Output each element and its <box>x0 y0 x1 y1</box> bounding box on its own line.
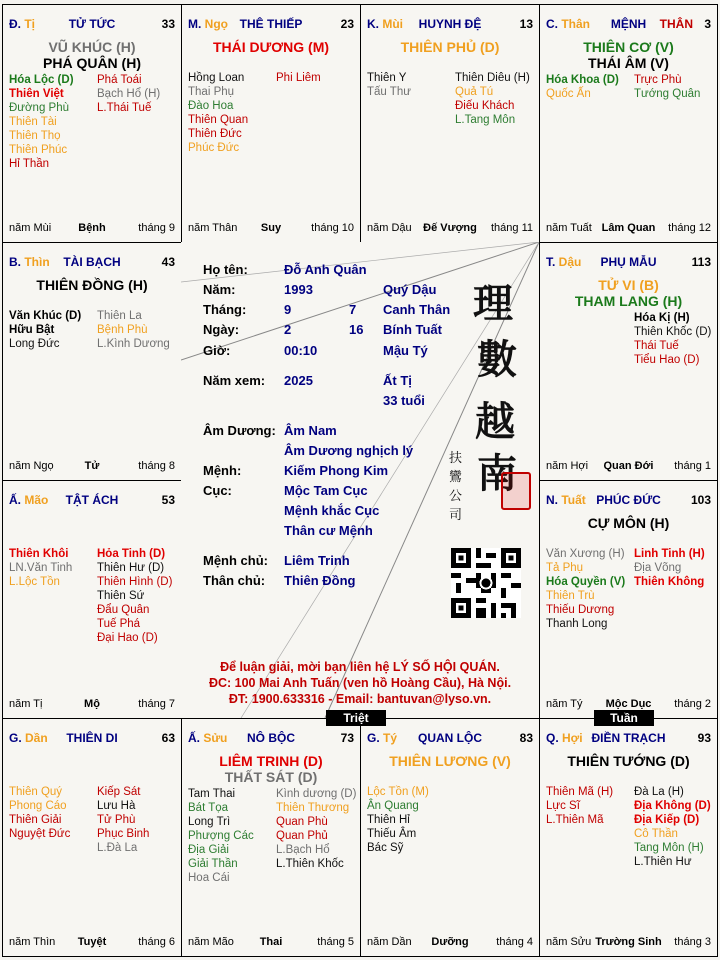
minor-star: Thiên Diêu (H) <box>455 72 530 84</box>
palace-can: N. <box>546 493 562 507</box>
palace-name: TẬT ÁCH <box>65 493 119 507</box>
minor-star: Quả Tú <box>455 86 494 98</box>
minor-star: Thiên Thọ <box>9 130 61 142</box>
minor-star: Quốc Ấn <box>546 88 591 100</box>
minor-star: Trực Phù <box>634 74 682 86</box>
palace-footer <box>546 460 711 474</box>
minor-star: Long Trì <box>188 816 231 828</box>
minor-star: Thiên Quan <box>188 114 249 126</box>
small-cal-2: 鸞 <box>449 470 463 485</box>
life-stage: Bệnh <box>78 222 106 234</box>
palace-can: C. <box>546 17 562 31</box>
minor-star: Long Đức <box>9 338 60 350</box>
palace-can: K. <box>367 17 383 31</box>
minor-star: Thiếu Dương <box>546 604 615 616</box>
than-chu-value: Thiên Đồng <box>284 573 356 588</box>
minor-star: Giải Thần <box>188 858 238 870</box>
palace-chi: Thìn <box>24 255 50 269</box>
minor-star: Nguyệt Đức <box>9 828 71 840</box>
minor-star: L.Thiên Hư <box>634 856 692 868</box>
main-star: THIÊN CƠ (V) <box>583 39 674 55</box>
minor-star: Lực Sĩ <box>546 800 580 812</box>
palace-header <box>367 731 533 747</box>
palace-age: 63 <box>161 731 175 745</box>
minor-stars-right <box>276 787 356 871</box>
palace-header <box>9 493 175 509</box>
minor-star: Bệnh Phù <box>97 324 148 336</box>
main-star: THIÊN ĐỒNG (H) <box>36 277 148 293</box>
limit-month: tháng 12 <box>668 222 711 234</box>
palace-name: QUAN LỘC <box>418 731 482 745</box>
minor-star: Đào Hoa <box>188 100 234 112</box>
main-star: THÁI ÂM (V) <box>588 55 669 71</box>
minor-star: Hóa Kị (H) <box>634 312 690 324</box>
main-star: VŨ KHÚC (H) <box>48 39 136 55</box>
minor-stars-left <box>9 309 81 351</box>
palace-chi: Hợi <box>562 731 583 745</box>
minor-star: Thiên Quý <box>9 786 63 798</box>
am-duong-value: Âm Nam <box>284 423 337 438</box>
triet-marker: Triệt <box>326 710 386 726</box>
minor-star: Thiếu Âm <box>367 828 417 840</box>
palace-can: B. <box>9 255 25 269</box>
minor-star: Thiên Hình (D) <box>97 576 173 588</box>
palace-can: Ấ. <box>9 493 25 507</box>
palace-name: PHÚC ĐỨC <box>596 493 661 507</box>
minor-star: L.Thiên Khốc <box>276 858 344 870</box>
palace-tuat <box>539 480 718 719</box>
minor-star: Tướng Quân <box>634 88 701 100</box>
minor-star: Phong Cáo <box>9 800 67 812</box>
palace-header <box>9 731 175 747</box>
than-chu-label: Thân chủ: <box>203 573 266 588</box>
palace-can: Ấ. <box>188 731 204 745</box>
limit-month: tháng 8 <box>138 460 175 472</box>
life-stage: Quan Đới <box>603 460 654 472</box>
minor-star: Hoa Cái <box>188 872 230 884</box>
minor-star: Thanh Long <box>546 618 608 630</box>
minor-stars-left <box>367 785 429 855</box>
limit-year: năm Dần <box>367 936 412 948</box>
palace-age: 33 <box>161 17 175 31</box>
minor-star: Thiên Giải <box>9 814 62 826</box>
minor-star: L.Kình Dương <box>97 338 170 350</box>
limit-year: năm Ngọ <box>9 460 54 472</box>
palace-age: 83 <box>519 731 533 745</box>
palace-than <box>539 4 718 243</box>
minor-stars-left <box>546 73 619 101</box>
minor-star: Kình dương (D) <box>276 788 357 800</box>
palace-footer <box>546 936 711 950</box>
palace-name: TÀI BẠCH <box>63 255 121 269</box>
minor-stars-right <box>97 547 172 645</box>
minor-stars-left <box>9 785 70 841</box>
minor-star: Hồng Loan <box>188 72 245 84</box>
main-star: THIÊN TƯỚNG (D) <box>567 753 690 769</box>
palace-header <box>188 17 354 33</box>
palace-chi: Ngọ <box>204 17 228 31</box>
main-star: THIÊN PHỦ (D) <box>400 39 500 55</box>
palace-thin <box>2 242 182 481</box>
limit-month: tháng 9 <box>138 222 175 234</box>
small-cal-3: 公 <box>449 489 463 504</box>
minor-star: Phúc Đức <box>188 142 240 154</box>
palace-age: 113 <box>691 255 711 269</box>
year-canchi: Quý Dậu <box>383 282 437 297</box>
minor-star: Hóa Quyền (V) <box>546 576 626 588</box>
limit-year: năm Hợi <box>546 460 589 472</box>
minor-star: Linh Tinh (H) <box>634 548 705 560</box>
menh-chu-value: Liêm Trinh <box>284 553 350 568</box>
limit-year: năm Dậu <box>367 222 412 234</box>
limit-month: tháng 4 <box>496 936 533 948</box>
minor-star: L.Tang Môn <box>455 114 516 126</box>
palace-ti <box>2 4 182 243</box>
day-canchi: Bính Tuất <box>383 322 442 337</box>
minor-star: Thai Phụ <box>188 86 235 98</box>
day-lunar: 16 <box>349 322 364 337</box>
minor-star: Quan Phù <box>276 816 328 828</box>
view-year-canchi: Ất Tị <box>383 373 412 388</box>
minor-star: Điếu Khách <box>455 100 515 112</box>
palace-chi: Dậu <box>558 255 582 269</box>
limit-month: tháng 7 <box>138 698 175 710</box>
minor-star: Đại Hao (D) <box>97 632 158 644</box>
palace-chi: Mão <box>24 493 49 507</box>
minor-star: Tử Phù <box>97 814 136 826</box>
minor-star: Địa Không (D) <box>634 800 711 812</box>
limit-year: năm Mão <box>188 936 234 948</box>
minor-star: Đà La (H) <box>634 786 684 798</box>
main-star: THIÊN LƯƠNG (V) <box>389 753 511 769</box>
minor-star: Bát Tọa <box>188 802 229 814</box>
minor-star: Thiên Khốc (D) <box>634 326 712 338</box>
palace-can: G. <box>9 731 26 745</box>
calligraphy-char-1: 理 <box>473 280 513 327</box>
main-star: PHÁ QUÂN (H) <box>43 55 141 71</box>
minor-star: Hỏa Tinh (D) <box>97 548 166 560</box>
minor-star: Tang Môn (H) <box>634 842 704 854</box>
palace-ngo <box>181 4 361 243</box>
palace-chi: Mùi <box>382 17 404 31</box>
palace-dau <box>539 242 718 481</box>
main-star: LIÊM TRINH (D) <box>219 753 323 769</box>
minor-stars-left <box>9 73 74 171</box>
minor-star: Hữu Bật <box>9 324 55 336</box>
palace-header <box>188 731 354 747</box>
year-value: 1993 <box>284 282 313 297</box>
minor-star: Tiểu Hao (D) <box>634 354 700 366</box>
palace-name: PHỤ MẪU <box>600 255 657 269</box>
cuc-label: Cục: <box>203 483 232 498</box>
minor-star: Thiên Hư (D) <box>97 562 165 574</box>
palace-name: MỆNH <box>610 17 647 31</box>
minor-star: Bạch Hổ (H) <box>97 88 161 100</box>
name-value: Đỗ Anh Quân <box>284 262 367 277</box>
minor-stars-right <box>634 785 711 869</box>
hour-value: 00:10 <box>284 343 318 358</box>
contact-phone-email: ĐT: 1900.633316 - Email: bantuvan@lyso.vn. <box>228 692 492 706</box>
palace-age: 43 <box>161 255 175 269</box>
minor-star: Hóa Lộc (D) <box>9 74 74 86</box>
palace-mui <box>360 4 540 243</box>
minor-star: Thiên Hỉ <box>367 814 410 826</box>
limit-year: năm Thân <box>188 222 238 234</box>
palace-mao <box>2 480 182 719</box>
palace-age: 103 <box>690 493 711 507</box>
minor-star: Thiên Thương <box>276 802 350 814</box>
life-stage: Lâm Quan <box>601 222 656 234</box>
than-cu: Thân cư Mệnh <box>284 523 373 538</box>
limit-year: năm Sửu <box>546 936 592 948</box>
minor-stars-right <box>634 311 711 367</box>
limit-year: năm Mùi <box>9 222 52 234</box>
palace-chi: Dần <box>25 731 48 745</box>
main-star: THAM LANG (H) <box>574 293 683 309</box>
menh-label: Mệnh: <box>203 463 242 478</box>
day-value: 2 <box>284 322 292 337</box>
minor-star: Tấu Thư <box>367 86 411 98</box>
palace-can: G. <box>367 731 384 745</box>
minor-stars-right <box>634 547 705 589</box>
limit-month: tháng 2 <box>674 698 711 710</box>
palace-name: THIÊN DI <box>66 731 118 745</box>
life-stage: Tuyệt <box>77 936 107 948</box>
calligraphy-char-4: 南 <box>477 450 517 497</box>
minor-stars-left <box>546 547 625 631</box>
palace-can: Đ. <box>9 17 25 31</box>
menh-chu-label: Mệnh chủ: <box>203 553 268 568</box>
seal-stamp <box>501 472 531 510</box>
minor-star: L.Lộc Tồn <box>9 576 60 588</box>
month-value: 9 <box>284 302 292 317</box>
main-star: THẤT SÁT (D) <box>224 769 318 785</box>
palace-header <box>546 731 711 747</box>
minor-star: L.Thiên Mã <box>546 814 604 826</box>
minor-stars-right <box>455 71 530 127</box>
palace-dan <box>2 718 182 957</box>
palace-age: 93 <box>697 731 711 745</box>
minor-star: Thiên La <box>97 310 142 322</box>
limit-month: tháng 5 <box>317 936 354 948</box>
limit-year: năm Tý <box>546 698 583 710</box>
palace-header <box>546 17 711 33</box>
palace-footer <box>546 222 711 236</box>
minor-star: Tam Thai <box>188 788 236 800</box>
minor-star: Thái Tuế <box>634 340 679 352</box>
minor-star: Lộc Tồn (M) <box>367 786 429 798</box>
palace-can: Q. <box>546 731 563 745</box>
life-stage: Trường Sinh <box>595 936 662 948</box>
minor-star: L.Thái Tuế <box>97 102 152 114</box>
limit-month: tháng 1 <box>674 460 711 472</box>
minor-star: Thiên Khôi <box>9 548 69 560</box>
palace-age: 3 <box>704 17 711 31</box>
minor-star: Địa Kiếp (D) <box>634 814 700 826</box>
calligraphy-char-2: 數 <box>477 336 517 383</box>
palace-header <box>367 17 533 33</box>
palace-footer <box>188 222 354 236</box>
life-stage: Mộc Dục <box>605 698 652 710</box>
minor-star: Thiên Việt <box>9 88 64 100</box>
minor-star: Thiên Mã (H) <box>546 786 614 798</box>
hour-canchi: Mậu Tý <box>383 343 428 358</box>
year-label: Năm: <box>203 282 236 297</box>
minor-stars-left <box>367 71 411 99</box>
month-canchi: Canh Thân <box>383 302 451 317</box>
minor-star: Hỉ Thần <box>9 158 50 170</box>
palace-chi: Tuất <box>561 493 586 507</box>
minor-star: Phục Binh <box>97 828 150 840</box>
minor-star: Ân Quang <box>367 800 419 812</box>
main-star: TỬ VI (B) <box>598 277 659 293</box>
palace-name: NÔ BỘC <box>247 731 295 745</box>
tuan-marker: Tuần <box>594 710 654 726</box>
contact-line-1: Để luận giải, mời bạn liên hệ LÝ SỐ HỘI QUÁN. <box>220 660 500 674</box>
palace-can: T. <box>546 255 559 269</box>
palace-name: ĐIỀN TRẠCH <box>591 731 666 745</box>
limit-month: tháng 11 <box>490 222 533 234</box>
minor-star: Thiên Sứ <box>97 590 145 602</box>
limit-year: năm Tị <box>9 698 43 710</box>
palace-footer <box>9 460 175 474</box>
life-stage: Tử <box>84 460 100 472</box>
minor-stars-left <box>188 787 254 885</box>
contact-address: ĐC: 100 Mai Anh Tuấn (ven hồ Hoàng Cầu), Hà Nội. <box>208 676 512 690</box>
palace-chi: Tị <box>24 17 36 31</box>
minor-star: Lưu Hà <box>97 800 136 812</box>
calligraphy-char-3: 越 <box>475 398 515 445</box>
minor-star: L.Bạch Hổ <box>276 844 330 856</box>
palace-age: 23 <box>340 17 354 31</box>
palace-header <box>546 493 711 509</box>
limit-year: năm Tuất <box>546 222 592 234</box>
minor-star: Cô Thần <box>634 828 678 840</box>
life-stage: Dưỡng <box>431 936 469 948</box>
palace-age: 73 <box>340 731 354 745</box>
small-cal-1: 扶 <box>449 451 463 466</box>
limit-month: tháng 6 <box>138 936 175 948</box>
minor-star: Thiên Tài <box>9 116 57 128</box>
minor-stars-right <box>97 73 160 115</box>
palace-footer <box>367 222 533 236</box>
minor-star: LN.Văn Tinh <box>9 562 73 574</box>
minor-stars-left <box>546 785 613 827</box>
am-duong-relation: Âm Dương nghịch lý <box>284 443 414 458</box>
limit-month: tháng 10 <box>311 222 354 234</box>
palace-suu <box>181 718 361 957</box>
minor-star: Thiên Phúc <box>9 144 68 156</box>
minor-stars-left <box>9 547 72 589</box>
limit-year: năm Thìn <box>9 936 56 948</box>
minor-stars-right <box>634 73 700 101</box>
minor-stars-right <box>97 309 170 351</box>
life-stage: Mộ <box>84 698 100 710</box>
minor-star: Tả Phụ <box>546 562 584 574</box>
month-label: Tháng: <box>203 302 247 317</box>
minor-star: Văn Khúc (D) <box>9 310 82 322</box>
menh-value: Kiếm Phong Kim <box>284 463 389 478</box>
palace-chi: Sửu <box>203 731 228 745</box>
palace-footer <box>9 222 175 236</box>
cuc-value: Mộc Tam Cục <box>284 483 368 498</box>
view-year-label: Năm xem: <box>203 373 266 388</box>
life-stage: Suy <box>260 222 282 234</box>
palace-hoi <box>539 718 718 957</box>
minor-star: Kiếp Sát <box>97 786 141 798</box>
name-label: Họ tên: <box>203 262 248 277</box>
palace-name: TỬ TỨC <box>68 17 116 31</box>
than-marker: THÂN <box>659 17 693 31</box>
minor-star: Phá Toái <box>97 74 142 86</box>
palace-age: 13 <box>519 17 533 31</box>
minor-star: Văn Xương (H) <box>546 548 625 560</box>
main-star: THÁI DƯƠNG (M) <box>212 39 330 55</box>
small-cal-4: 司 <box>449 508 463 523</box>
view-year-value: 2025 <box>284 373 313 388</box>
month-lunar: 7 <box>349 302 357 317</box>
main-star: CỰ MÔN (H) <box>587 515 670 531</box>
am-duong-label: Âm Dương: <box>203 423 276 438</box>
limit-month: tháng 3 <box>674 936 711 948</box>
palace-header <box>546 255 711 271</box>
palace-footer <box>367 936 533 950</box>
minor-star: Bác Sỹ <box>367 842 404 854</box>
center-info-panel <box>181 242 539 718</box>
minor-star: Tuế Phá <box>97 618 141 630</box>
minor-star: Địa Giải <box>188 844 229 856</box>
palace-name: THÊ THIẾP <box>239 17 303 31</box>
minor-star: Thiên Y <box>367 72 407 84</box>
palace-header <box>9 17 175 33</box>
palace-footer <box>188 936 354 950</box>
minor-star: Hóa Khoa (D) <box>546 74 619 86</box>
palace-chi: Thân <box>561 17 591 31</box>
minor-star: Phượng Các <box>188 830 254 842</box>
minor-star: Thiên Trù <box>546 590 595 602</box>
minor-star: Phi Liêm <box>276 72 321 84</box>
minor-star: Thiên Đức <box>188 128 242 140</box>
palace-name: HUYNH ĐỆ <box>418 17 482 31</box>
minor-stars-right <box>97 785 149 855</box>
life-stage: Đế Vượng <box>423 222 477 234</box>
minor-star: Đường Phù <box>9 102 69 114</box>
palace-header <box>9 255 175 271</box>
minor-star: Đẩu Quân <box>97 604 150 616</box>
palace-can: M. <box>188 17 205 31</box>
life-stage: Thai <box>259 936 283 948</box>
palace-chi: Tý <box>383 731 398 745</box>
minor-star: Địa Võng <box>634 562 682 574</box>
palace-ty <box>360 718 540 957</box>
palace-age: 53 <box>161 493 175 507</box>
minor-stars-right <box>276 71 321 85</box>
hour-label: Giờ: <box>203 343 231 358</box>
age-value: 33 tuổi <box>383 393 425 408</box>
cuc-relation: Mệnh khắc Cục <box>284 503 380 518</box>
minor-star: Thiên Không <box>634 576 705 588</box>
palace-footer <box>9 698 175 712</box>
minor-star: Quan Phủ <box>276 830 328 842</box>
palace-footer <box>9 936 175 950</box>
qr-code[interactable] <box>451 548 521 618</box>
day-label: Ngày: <box>203 322 240 337</box>
minor-star: L.Đà La <box>97 842 138 854</box>
minor-stars-left <box>188 71 248 155</box>
